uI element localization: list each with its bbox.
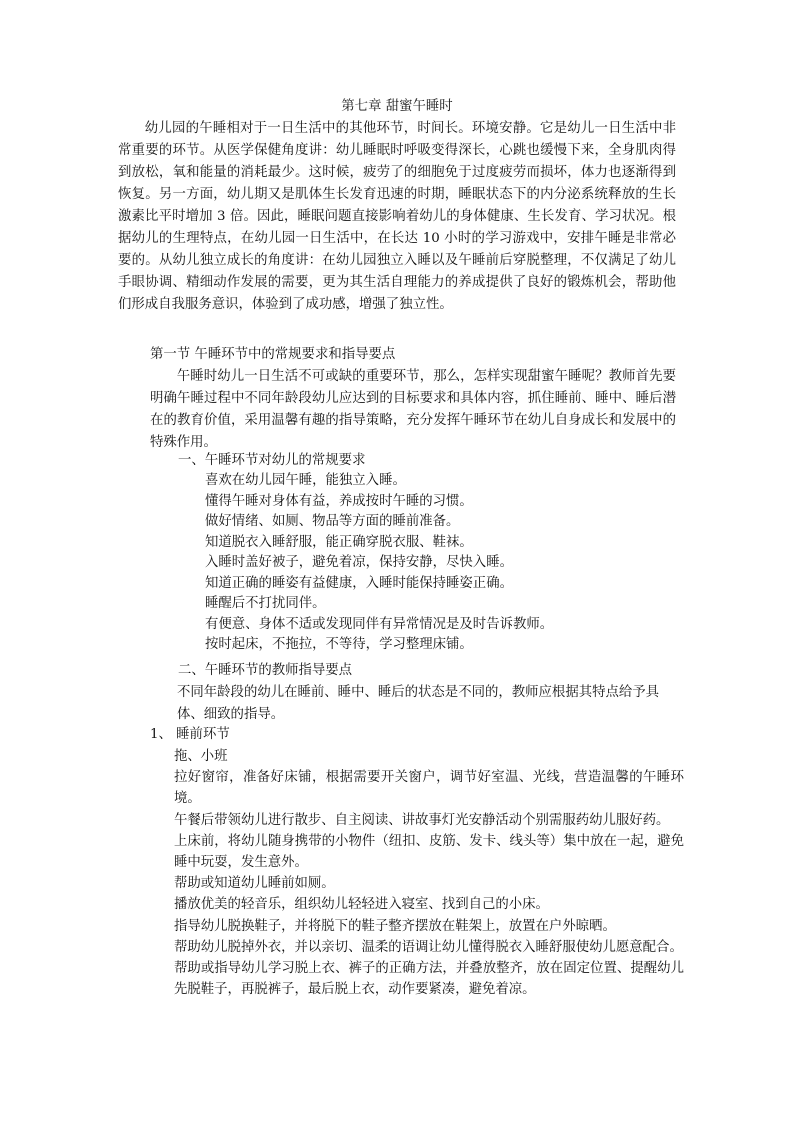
list-item: 帮助或指导幼儿学习脱上衣、裤子的正确方法，并叠放整齐，放在固定位置、提醒幼儿先脱鞋子，再脱裤子，最后脱上衣，动作要紧凑，避免着凉。 bbox=[174, 961, 684, 998]
subsection1-heading: 一、午睡环节对幼儿的常规要求 bbox=[178, 453, 366, 468]
list-item: 睡醒后不打扰同伴。 bbox=[205, 596, 326, 611]
list-item: 午餐后带领幼儿进行散步、自主阅读、讲故事灯光安静活动个别需服药幼儿服好药。 bbox=[174, 812, 670, 828]
section-paragraph: 午睡时幼儿一日生活不可或缺的重要环节，那么，怎样实现甜蜜午睡呢？教师首先要明确午睡过程中不同年龄段幼儿应达到的目标要求和具体内容，抓住睡前、睡中、睡后潜在的教育价值，采用温馨有趣的指导策略，充分发挥午睡环节在幼儿自身成长和发展中的特殊作用。 bbox=[150, 369, 676, 450]
list-item: 上床前，将幼儿随身携带的小物件（纽扣、皮筋、发卡、线头等）集中放在一起，避免睡中玩耍，发生意外。 bbox=[174, 833, 684, 871]
list-item: 按时起床，不拖拉，不等待，学习整理床铺。 bbox=[205, 637, 473, 652]
subsection2-heading: 二、午睡环节的教师指导要点 bbox=[178, 663, 353, 678]
intro-paragraph: 幼儿园的午睡相对于一日生活中的其他环节，时间长。环境安静。它是幼儿一日生活中非常重要的环节。从医学保健角度讲：幼儿睡眠时呼吸变得深长，心跳也缓慢下来，全身肌肉得到放松，氧和能量的消耗最少。这时候，疲劳了的细胞免于过度疲劳而损坏，体力也逐渐得到恢复。另一方面，幼儿期又是肌体生长发育迅速的时期，睡眠状态下的内分泌系统释放的生长激素比平时增加 3 倍。因此，睡眠问题直接影响着幼儿的身体健康、生长发育、学习状况。根据幼儿的生理特点，在幼儿园一日生活中，在长达 10 小时的学习游戏中，安排午睡是非常必要的。从幼儿独立成长的角度讲：在幼儿园独立入睡以及午睡前后穿脱整理，不仅满足了幼儿手眼协调、精细动作发展的需要，更为其生活自理能力的养成提供了良好的锻炼机会，帮助他们形成自我服务意识，体验到了成功感，增强了独立性。 bbox=[118, 121, 676, 312]
list-item: 喜欢在幼儿园午睡，能独立入睡。 bbox=[205, 473, 406, 488]
step1-list bbox=[174, 746, 684, 1000]
list-item: 知道脱衣入睡舒服，能正确穿脱衣服、鞋袜。 bbox=[205, 534, 473, 550]
list-item: 入睡时盖好被子，避免着凉，保持安静，尽快入睡。 bbox=[205, 555, 513, 570]
list-item: 帮助或知道幼儿睡前如厕。 bbox=[174, 876, 335, 892]
list-item: 拉好窗帘，准备好床铺，根据需要开关窗户，调节好室温、光线，营造温馨的午睡环境。 bbox=[174, 770, 684, 807]
requirements-list bbox=[205, 471, 553, 656]
list-item: 指导幼儿脱换鞋子，并将脱下的鞋子整齐摆放在鞋架上，放置在户外晾晒。 bbox=[174, 918, 616, 934]
list-item: 帮助幼儿脱掉外衣，并以亲切、温柔的语调让幼儿懂得脱衣入睡舒服使幼儿愿意配合。 bbox=[174, 939, 683, 955]
list-item: 播放优美的轻音乐，组织幼儿轻轻进入寝室、找到自己的小床。 bbox=[174, 897, 549, 913]
list-item: 懂得午睡对身体有益，养成按时午睡的习惯。 bbox=[205, 493, 473, 509]
chapter-title: 第七章 甜蜜午睡时 bbox=[341, 99, 453, 114]
subsection2-paragraph: 不同年龄段的幼儿在睡前、睡中、睡后的状态是不同的，教师应根据其特点给予具体、细致的指导。 bbox=[177, 685, 660, 722]
section-heading: 第一节 午睡环节中的常规要求和指导要点 bbox=[150, 347, 396, 362]
list-item: 有便意、身体不适或发现同伴有异常情况是及时告诉教师。 bbox=[205, 616, 554, 632]
list-item: 拖、小班 bbox=[174, 749, 228, 764]
step1-heading: 1、 睡前环节 bbox=[150, 727, 230, 742]
list-item: 做好情绪、如厕、物品等方面的睡前准备。 bbox=[205, 514, 460, 529]
list-item: 知道正确的睡姿有益健康，入睡时能保持睡姿正确。 bbox=[205, 575, 513, 591]
